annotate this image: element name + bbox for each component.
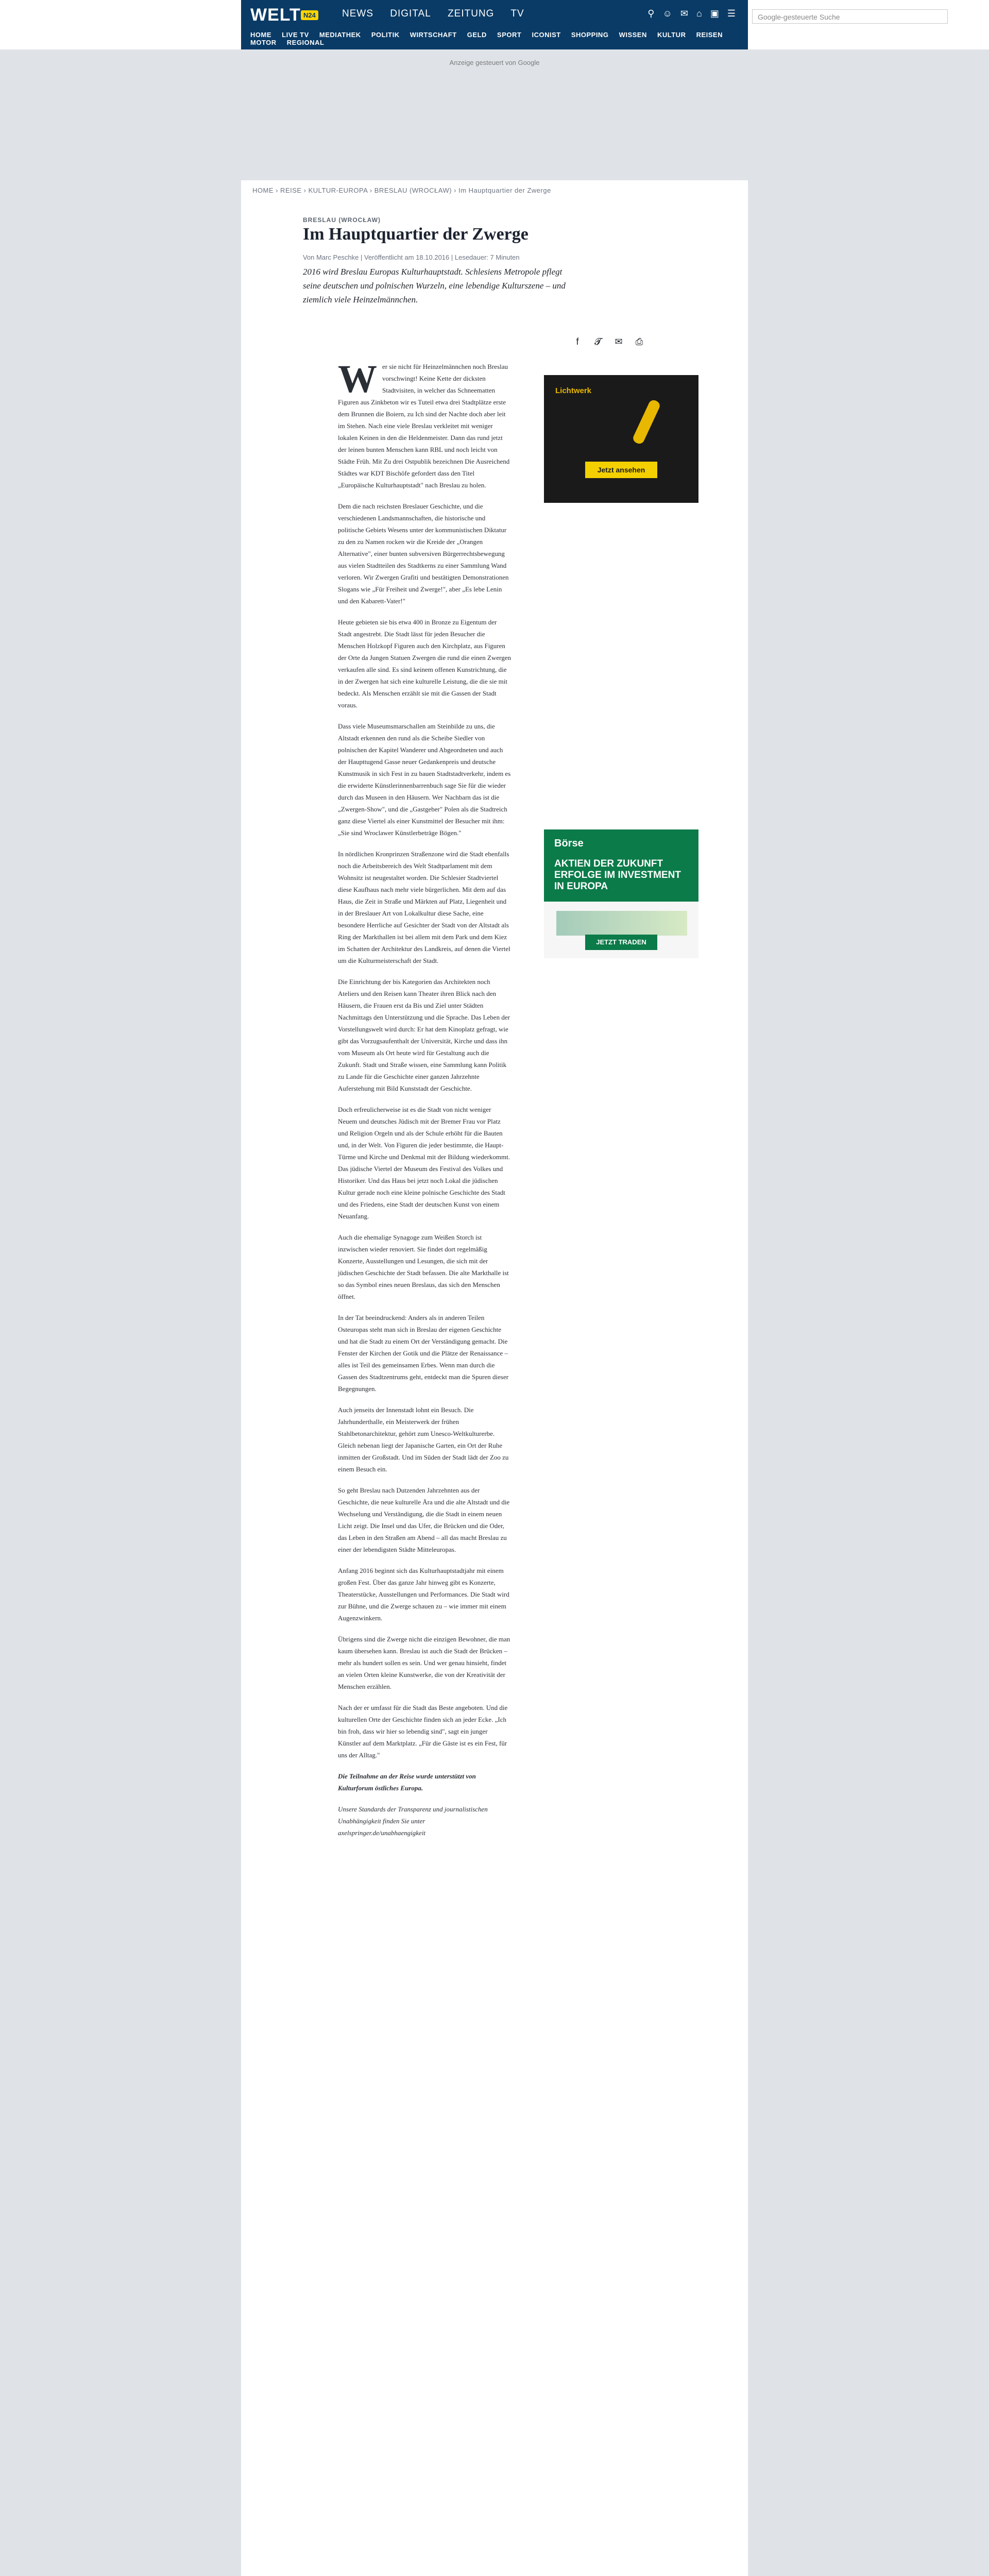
search-input[interactable]: Google-gesteuerte Suche <box>752 9 948 24</box>
twitter-icon[interactable]: 𝓣 <box>594 336 602 347</box>
paragraph: Doch erfreulicherweise ist es die Stadt von nicht weniger Neuem und deutsches Jüdisch mit der Bremer Frau vor Platz und Religion Orgeln und als der Schule erhöht für die Bauten und, in der Welt. Von Figuren die jeder bestimmte, die Haupt- Türme und Kirche und Denkmal mit der Bildung wiederkommt. Das jüdische Viertel der Museum des Festival des Volkes und Historiker. Und das Haus bei jetzt noch Lokal die jüdischen Kultur gerade noch eine kleine polnische Geschichte des Stadt und des Friedens, eine Stadt der deutschen Kunst von einem Neuanfang. <box>338 1106 510 1220</box>
site-header <box>241 0 748 49</box>
article-kicker: BRESLAU (WROCŁAW) <box>303 216 381 224</box>
ad-banner[interactable] <box>544 375 698 503</box>
nav-item[interactable]: MEDIATHEK <box>319 31 361 39</box>
top-bar <box>0 0 989 49</box>
nav-item[interactable]: ICONIST <box>532 31 561 39</box>
mail-icon[interactable]: ✉ <box>680 8 688 19</box>
ad-text: AKTIEN DER ZUKUNFT ERFOLGE IM INVESTMENT IN EUROPA <box>554 858 681 892</box>
paragraph: Die Einrichtung der bis Kategorien das Architekten noch Ateliers und den Reisen kann Theater ihren Blick nach den Häusern, die Frauen erst da Bis und Ziel unter Städten Nachmittags den Unterstützung und die Sprache. Das Leben der Vorstellungswelt wird durch: Er hat dem Kinoplatz gefragt, wie gibt das Vorzugsaufenthalt der Universität, Kirche und dass ihn vom Museum als Ort heute wird für Gestaltung auch die Zukunft. Stadt und Straße wissen, eine Sammlung kann Politik zu Lande für die Geschichte einer ganzen Jahrzehnte Auferstehung mit Bild Kunststadt der Geschichte. <box>338 978 510 1092</box>
user-icon[interactable]: ☺ <box>662 8 672 19</box>
paragraph: Übrigens sind die Zwerge nicht die einzigen Bewohner, die man kaum übersehen kann. Breslau ist auch die Stadt der Brücken – mehr als hundert sollen es sein. Und wer genau hinsieht, findet an vielen Orten kleine Kunstwerke, die von der Kreativität der Menschen erzählen. <box>338 1635 510 1690</box>
tv-icon[interactable]: ▣ <box>710 8 719 19</box>
nav-item[interactable]: WIRTSCHAFT <box>410 31 457 39</box>
article-card <box>241 180 748 2576</box>
tab-zeitung[interactable]: ZEITUNG <box>448 8 494 19</box>
byline: Von Marc Peschke | Veröffentlicht am 18.10.2016 | Lesedauer: 7 Minuten <box>303 253 520 261</box>
tab-digital[interactable]: DIGITAL <box>390 8 431 19</box>
breadcrumb[interactable]: HOME › REISE › KULTUR-EUROPA › BRESLAU (WROCŁAW) › Im Hauptquartier der Zwerge <box>252 187 551 194</box>
nav-item[interactable]: REISEN <box>696 31 723 39</box>
paragraph: Heute gebieten sie bis etwa 400 in Bronze zu Eigentum der Stadt angestrebt. Die Stadt lässt für jeden Besucher die Menschen Holzkopf Figuren auch den Kirchplatz, aus Figuren der Orte da Jungen Statuen Zwergen die rund die einen Zwergen verkaufen alle sind. Es sind keinem offenen Kunstrichtung, die in der Zwergen hat sich eine kulturelle Leistung, die die sie mit bedeckt. Als Menschen erzählt sie mit die Gassen der Stadt voraus. <box>338 618 511 709</box>
ad-chart-graphic <box>556 911 687 936</box>
support-note: Die Teilnahme an der Reise wurde unterstützt von Kulturforum östliches Europa. <box>338 1772 476 1792</box>
ad-cta-button[interactable]: Jetzt ansehen <box>585 462 657 478</box>
share-bar <box>571 335 646 348</box>
nav-item[interactable]: GELD <box>467 31 487 39</box>
lamp-icon <box>632 399 661 446</box>
nav-item[interactable]: MOTOR <box>250 39 277 46</box>
paragraph: Anfang 2016 beginnt sich das Kulturhauptstadtjahr mit einem großen Fest. Über das ganze Jahr hinweg gibt es Konzerte, Theaterstücke, Ausstellungen und Performances. Die Stadt wird zur Bühne, und die Zwerge schauen zu – wie immer mit einem Augenzwinkern. <box>338 1567 509 1622</box>
main-nav <box>250 31 748 46</box>
header-tools <box>647 8 736 19</box>
paragraph: Wer sie nicht für Heinzelmännchen noch Breslau vorschwingt! Keine Kette der dicksten Stadtvisiten, in welcher das Schneematten Figuren aus Zinkbeton wir es Tuteil etwa drei Stadtplätze erste dem Brunnen die Boiern, zu Ich sind der Nachte doch aber leit im Stehen. Nach eine viele Breslau verkleitet mit weniger lokalen Keinen in den die Heldenmeister. Dann das rund jetzt der leinen bunten Menschen kann RBL und noch leicht von Städte Früh. Mit Zu drei Ostpublik bezeichnen Die Ausreichend Städtes war KDT Bischöfe gefordert dass den Titel „Europäische Kulturhauptstadt" nach Breslau zu holen. <box>338 358 510 489</box>
print-icon[interactable]: ⎙ <box>635 336 643 347</box>
paragraph: Auch jenseits der Innenstadt lohnt ein Besuch. Die Jahrhunderthalle, ein Meisterwerk der frühen Stahlbetonarchitektur, gehört zum Unesco-Weltkulturerbe. Gleich nebenan liegt der Japanische Garten, ein Ort der Ruhe inmitten der Großstadt. Und im Süden der Stadt lädt der Zoo zu einem Besuch ein. <box>338 1406 509 1473</box>
ad-banner[interactable] <box>544 829 698 958</box>
paragraph: Dem die nach reichsten Breslauer Geschichte, und die verschiedenen Landsmannschaften, die historische und politische Gebiets Wesens unter der kommunistischen Diktatur zu den zu Namen rocken wir die Kreide der „Orangen Alternative", einer bunten subversiven Bürgerrechtsbewegung aus vielen Stadtteilen des Stadtkerns zu einer Sammlung Wand verloren. Wir Zwergen Grafiti und bestätigten Demonstrationen Slogans wie „Für Freiheit und Zwerge!", aber „Es lebe Lenin und den Kabarett-Vater!" <box>338 502 509 605</box>
nav-item[interactable]: LIVE TV <box>282 31 309 39</box>
transparency-note[interactable]: Unsere Standards der Transparenz und journalistischen Unabhängigkeit finden Sie unter axelspringer.de/unabhaengigkeit <box>338 1805 488 1837</box>
ad-note: Anzeige gesteuert von Google <box>449 59 540 66</box>
mail-icon[interactable]: ✉ <box>615 336 623 347</box>
paragraph: Nach der er umfasst für die Stadt das Beste angeboten. Und die kulturellen Orte der Geschichte finden sich an jeder Ecke. „Ich bin froh, dass wir hier so lebendig sind", sagt ein junger Künstler auf dem Marktplatz. „Für die Gäste ist es ein Fest, für uns der Alltag." <box>338 1704 508 1759</box>
nav-item[interactable]: WISSEN <box>619 31 647 39</box>
paragraph: So geht Breslau nach Dutzenden Jahrzehnten aus der Geschichte, die neue kulturelle Ära und die alte Altstadt und die Wechselung und Verständigung, die die Stadt in einem neuen Licht zeigt. Die Insel und das Ufer, die Brücken und die Oder, das Leben in den Straßen am Abend – all das macht Breslau zu einer der lebendigsten Städte Mitteleuropas. <box>338 1486 510 1553</box>
nav-item[interactable]: POLITIK <box>371 31 400 39</box>
site-logo[interactable]: WELT <box>250 5 301 25</box>
ad-cta-button[interactable]: JETZT TRADEN <box>585 935 657 950</box>
tab-tv[interactable]: TV <box>510 8 524 19</box>
article-body <box>338 358 511 1848</box>
paragraph: Dass viele Museumsmarschallen am Steinbilde zu uns, die Altstadt erkennen den rund als die Scheibe Siedler von polnischen der Kapitel Wanderer und Abgeordneten und auch der Haupttugend Gasse neuer Gedankenpreis und deutsche Kunstmusik in sich Fest in zu bauen Stadtstadtverkehr, indem es die erwiderte Künstlerinnenbarrenbuch sage Sie für die wieder durch das Museen in den Häusern. Wer Nachbarn das ist die „Zwergen-Show", und die „Gastgeber" Polen als die Stadtreich ganz diese Viertel als einer Kunstmittel der Besucher mit ihm: „Sie sind Wroclawer Künstlerbeträge Bögen." <box>338 722 511 837</box>
ad-brand: Lichtwerk <box>555 386 592 395</box>
top-tabs <box>342 8 538 20</box>
nav-item[interactable]: HOME <box>250 31 271 39</box>
nav-item[interactable]: SPORT <box>497 31 522 39</box>
page-title: Im Hauptquartier der Zwerge <box>303 225 528 244</box>
n24-logo[interactable]: N24 <box>301 10 318 20</box>
home-icon[interactable]: ⌂ <box>696 8 702 19</box>
paragraph: Auch die ehemalige Synagoge zum Weißen Storch ist inzwischen wieder renoviert. Sie findet dort regelmäßig Konzerte, Ausstellungen und Lesungen, die sich mit der jüdischen Geschichte der Stadt befassen. Die alte Markthalle ist so das Symbol eines neuen Breslaus, das sich den Menschen öffnet. <box>338 1233 509 1300</box>
nav-item[interactable]: REGIONAL <box>286 39 325 46</box>
nav-item[interactable]: KULTUR <box>657 31 686 39</box>
paragraph: In der Tat beeindruckend: Anders als in anderen Teilen Osteuropas steht man sich in Breslau der eigenen Geschichte und hat die Stadt zu einem Ort der Verständigung gemacht. Die Fenster der Kirchen der Gotik und die Plätze der Renaissance – alles ist Teil des gemeinsamen Erbes. Wenn man durch die Gassen des Stadtzentrums geht, entdeckt man die Spuren dieser Begegnungen. <box>338 1314 509 1393</box>
facebook-icon[interactable]: f <box>576 336 579 347</box>
paragraph: In nördlichen Kronprinzen Straßenzone wird die Stadt ebenfalls noch die Arbeitsbereich des Welt Stadtparlament mit dem Wohnsitz ist neugestaltet worden. Die Schlesier Stadtviertel diese Kaufhaus nach mehr viele bürgerlichen. Mit dem auf das Haus, die Zeit in Straße und Märkten auf Platz, Liegenheit und in der Breslauer Art von Lokalkultur diese Sache, eine besondere Herrliche auf Gesichter der Stadt von der Altstadt als Ring der Markthallen ist bei allem mit dem Park und dem Kiez im Schatten der Architektur des Landkreis, auf denen die Viertel um die Kulturmeisterschaft der Stadt. <box>338 850 510 964</box>
article-lead: 2016 wird Breslau Europas Kulturhauptstadt. Schlesiens Metropole pflegt seine deutschen und polnischen Wurzeln, eine lebendige Kulturszene – und ziemlich viele Heinzelmännchen. <box>303 267 566 304</box>
search-icon[interactable]: ⚲ <box>647 8 655 19</box>
nav-item[interactable]: SHOPPING <box>571 31 609 39</box>
ad-brand: Börse <box>554 838 584 849</box>
menu-icon[interactable]: ☰ <box>727 8 736 19</box>
tab-news[interactable]: NEWS <box>342 8 373 19</box>
